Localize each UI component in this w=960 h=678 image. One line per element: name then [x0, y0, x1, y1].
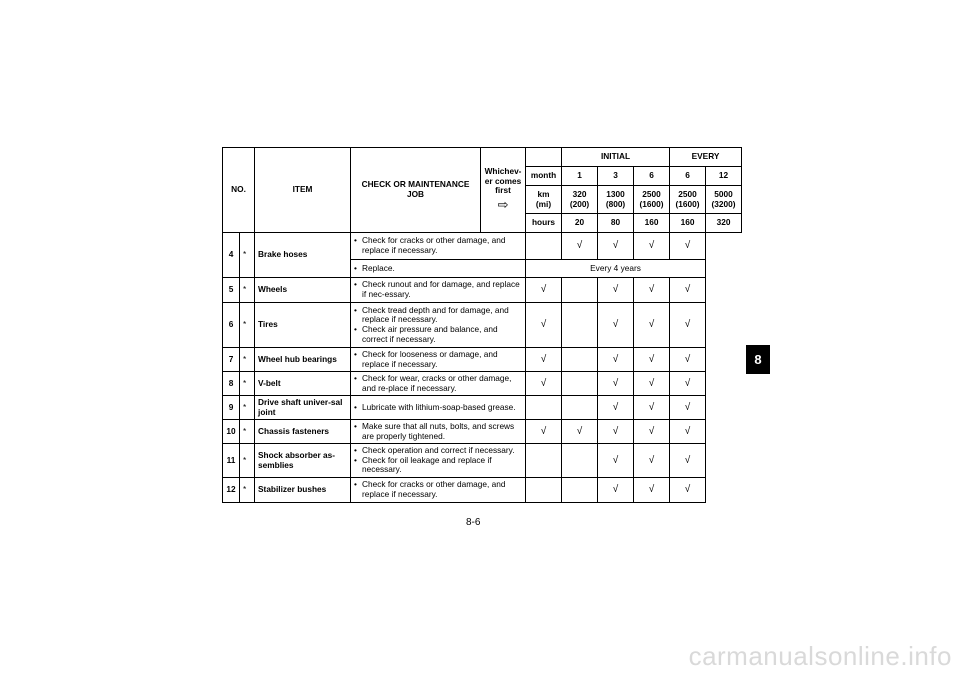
check-mark — [526, 233, 562, 260]
check-mark: √ — [598, 477, 634, 502]
check-mark — [562, 477, 598, 502]
km-value-0: 320 (200) — [562, 186, 598, 214]
interval-text: Every 4 years — [526, 260, 706, 278]
check-item: • Check runout and for damage, and replace if nec-essary. — [354, 280, 522, 299]
table-row — [223, 303, 742, 348]
row-star: * — [240, 372, 255, 396]
check-mark: √ — [670, 420, 706, 444]
table-row — [223, 444, 742, 478]
month-value-3: 6 — [670, 167, 706, 186]
hours-value-2: 160 — [634, 214, 670, 233]
watermark: carmanualsonline.info — [688, 641, 952, 671]
check-item: • Check tread depth and for damage, and replace if necessary. — [354, 306, 522, 325]
row-number: 10 — [223, 420, 240, 444]
check-mark: √ — [598, 372, 634, 396]
check-mark — [562, 303, 598, 348]
check-list — [354, 403, 522, 413]
check-mark: √ — [670, 278, 706, 303]
check-mark — [562, 396, 598, 420]
check-mark: √ — [634, 372, 670, 396]
check-list — [354, 306, 522, 344]
check-item: • Replace. — [354, 264, 522, 274]
row-check — [351, 372, 526, 396]
hours-value-4: 320 — [706, 214, 742, 233]
row-check — [351, 303, 526, 348]
check-mark: √ — [670, 303, 706, 348]
header-blank — [526, 148, 562, 167]
km-value-1: 1300 (800) — [598, 186, 634, 214]
check-item: • Check for oil leakage and replace if necessary. — [354, 456, 522, 475]
check-mark: √ — [598, 278, 634, 303]
km-value-4: 5000 (3200) — [706, 186, 742, 214]
check-mark: √ — [670, 444, 706, 478]
row-number: 9 — [223, 396, 240, 420]
check-mark: √ — [670, 233, 706, 260]
month-value-1: 3 — [598, 167, 634, 186]
row-star: * — [240, 420, 255, 444]
header-check — [351, 148, 481, 233]
check-mark: √ — [562, 420, 598, 444]
check-mark: √ — [526, 420, 562, 444]
row-star: * — [240, 278, 255, 303]
check-item: • Make sure that all nuts, bolts, and screws are properly tightened. — [354, 422, 522, 441]
hours-value-0: 20 — [562, 214, 598, 233]
check-mark: √ — [670, 372, 706, 396]
check-mark: √ — [562, 233, 598, 260]
row-number: 8 — [223, 372, 240, 396]
row-number: 6 — [223, 303, 240, 348]
check-mark: √ — [670, 396, 706, 420]
row-item: Drive shaft univer-sal joint — [255, 396, 351, 420]
check-mark: √ — [634, 477, 670, 502]
row-star: * — [240, 396, 255, 420]
table-row — [223, 372, 742, 396]
row-item: Brake hoses — [255, 233, 351, 278]
month-value-0: 1 — [562, 167, 598, 186]
row-item: Stabilizer bushes — [255, 477, 351, 502]
month-value-2: 6 — [634, 167, 670, 186]
row-number: 12 — [223, 477, 240, 502]
check-mark — [526, 396, 562, 420]
check-mark: √ — [526, 372, 562, 396]
check-mark: √ — [634, 278, 670, 303]
row-check — [351, 348, 526, 372]
row-check — [351, 477, 526, 502]
row-star: * — [240, 348, 255, 372]
check-item: • Check for wear, cracks or other damage, and re-place if necessary. — [354, 374, 522, 393]
row-number: 5 — [223, 278, 240, 303]
check-mark — [526, 444, 562, 478]
check-item: • Check for looseness or damage, and replace if necessary. — [354, 350, 522, 369]
month-label: month — [526, 167, 562, 186]
row-item: Wheel hub bearings — [255, 348, 351, 372]
row-star: * — [240, 477, 255, 502]
check-list — [354, 280, 522, 299]
page-number: 8-6 — [466, 517, 481, 528]
check-mark: √ — [670, 348, 706, 372]
row-star: * — [240, 444, 255, 478]
check-mark: √ — [670, 477, 706, 502]
row-number: 7 — [223, 348, 240, 372]
check-list — [354, 350, 522, 369]
check-list — [354, 264, 522, 274]
check-list — [354, 446, 522, 475]
row-number: 4 — [223, 233, 240, 278]
row-star: * — [240, 303, 255, 348]
check-mark: √ — [634, 233, 670, 260]
header-initial: INITIAL — [562, 148, 670, 167]
check-item: • Lubricate with lithium-soap-based grease. — [354, 403, 522, 413]
check-mark: √ — [634, 303, 670, 348]
row-check — [351, 260, 526, 278]
check-mark — [562, 348, 598, 372]
check-list — [354, 422, 522, 441]
check-mark: √ — [634, 348, 670, 372]
check-mark: √ — [598, 233, 634, 260]
row-check — [351, 278, 526, 303]
check-mark — [562, 278, 598, 303]
row-item: V-belt — [255, 372, 351, 396]
hours-label: hours — [526, 214, 562, 233]
hours-value-3: 160 — [670, 214, 706, 233]
header-whichever — [481, 148, 526, 233]
check-mark: √ — [634, 396, 670, 420]
check-item: • Check air pressure and balance, and correct if necessary. — [354, 325, 522, 344]
check-mark: √ — [598, 396, 634, 420]
section-tab-marker: 8 — [746, 345, 770, 374]
check-mark: √ — [526, 303, 562, 348]
check-item: • Check for cracks or other damage, and replace if necessary. — [354, 236, 522, 255]
table-row — [223, 420, 742, 444]
row-item: Shock absorber as-semblies — [255, 444, 351, 478]
table-row — [223, 396, 742, 420]
check-mark: √ — [526, 348, 562, 372]
row-check — [351, 444, 526, 478]
check-mark: √ — [598, 348, 634, 372]
check-mark — [562, 444, 598, 478]
header-whichever-label: Whichev-er comes first — [484, 166, 522, 196]
table-row — [223, 477, 742, 502]
km-label: km (mi) — [526, 186, 562, 214]
row-star: * — [240, 233, 255, 278]
table-row — [223, 278, 742, 303]
check-item: • Check operation and correct if necessary. — [354, 446, 522, 456]
table-row — [223, 348, 742, 372]
row-check — [351, 233, 526, 260]
km-value-2: 2500 (1600) — [634, 186, 670, 214]
check-mark — [526, 477, 562, 502]
check-list — [354, 480, 522, 499]
check-mark — [562, 372, 598, 396]
maintenance-table — [222, 147, 742, 503]
row-item: Wheels — [255, 278, 351, 303]
header-check-label: CHECK OR MAINTENANCE JOB — [361, 179, 470, 199]
check-mark: √ — [634, 420, 670, 444]
month-value-4: 12 — [706, 167, 742, 186]
km-value-3: 2500 (1600) — [670, 186, 706, 214]
header-no: NO. — [223, 148, 255, 233]
table-row — [223, 233, 742, 260]
row-check — [351, 420, 526, 444]
header-item: ITEM — [255, 148, 351, 233]
row-item: Chassis fasteners — [255, 420, 351, 444]
check-mark: √ — [526, 278, 562, 303]
check-item: • Check for cracks or other damage, and replace if necessary. — [354, 480, 522, 499]
row-number: 11 — [223, 444, 240, 478]
header-every: EVERY — [670, 148, 742, 167]
check-mark: √ — [598, 303, 634, 348]
row-item: Tires — [255, 303, 351, 348]
check-mark: √ — [598, 444, 634, 478]
row-check — [351, 396, 526, 420]
check-mark: √ — [598, 420, 634, 444]
check-list — [354, 236, 522, 255]
arrow-right-icon: ⇨ — [497, 196, 509, 212]
check-mark: √ — [634, 444, 670, 478]
hours-value-1: 80 — [598, 214, 634, 233]
check-list — [354, 374, 522, 393]
